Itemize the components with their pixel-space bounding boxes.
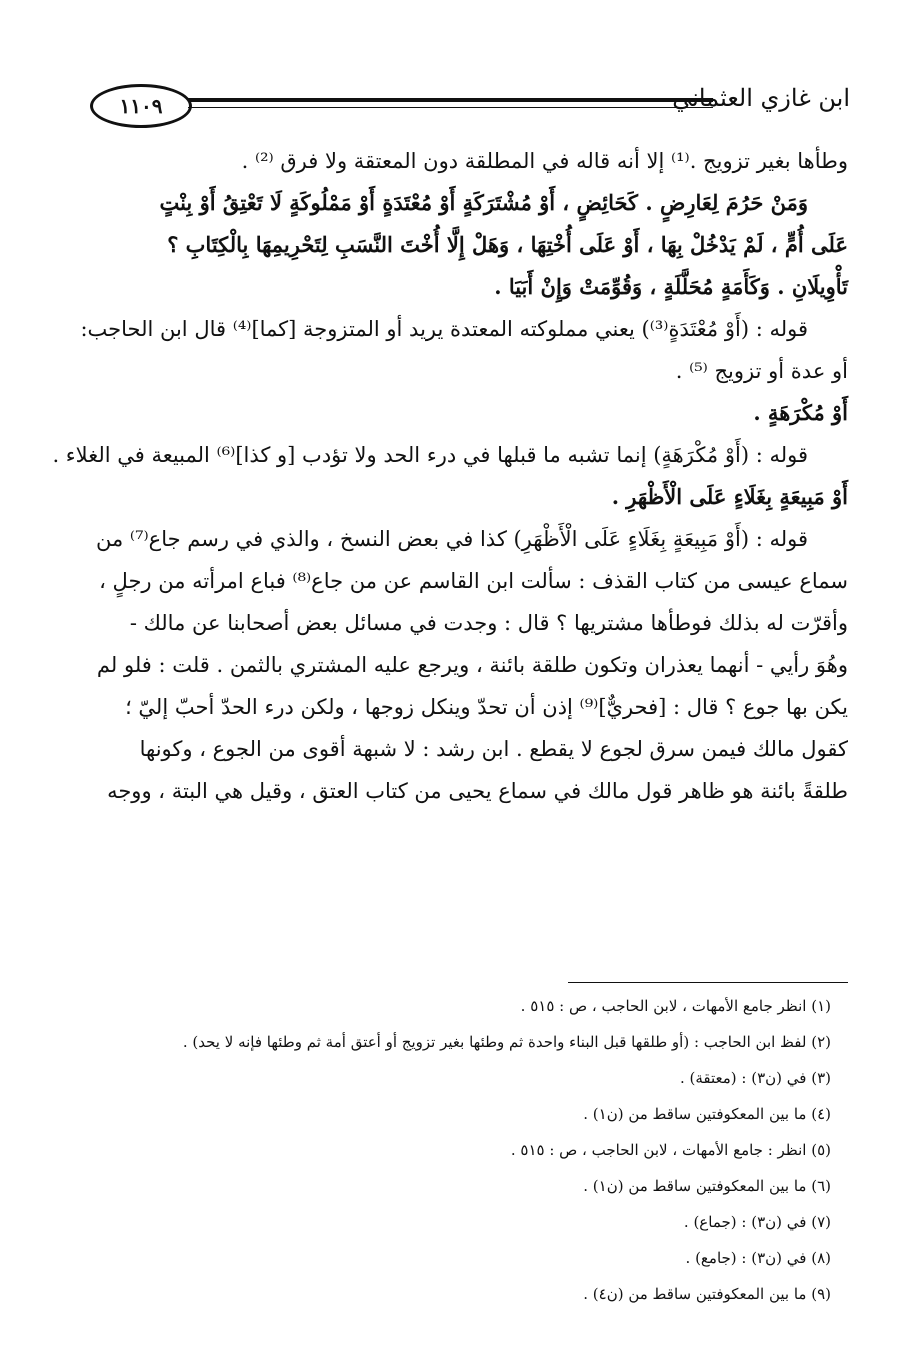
matn-line: عَلَى أُمٍّ ، لَمْ يَدْخُلْ بِهَا ، أَوْ عَلَى أُخْتِهَا ، وَهَلْ إِلَّا أُخْتَ النَّسَبِ لِتَحْرِيمِهَا بِالْكِتَابِ ؟ <box>167 232 848 257</box>
matn-line: أَوْ مَبِيعَةٍ بِغَلَاءٍ عَلَى الْأَظْهَرِ . <box>611 484 848 509</box>
running-title: ابن غازي العثماني <box>672 84 850 112</box>
text-line: وهُوَ رأيي - أنهما يعذران وتكون طلقة بائنة ، ويرجع عليه المشتري بالثمن . قلت : فلو لم <box>96 653 848 677</box>
matn-line: وَمَنْ حَرُمَ لِعَارِضٍ . كَحَائِضٍ ، أَوْ مُشْتَرَكَةٍ أَوْ مُعْتَدَةٍ أَوْ مَمْلُوكَةٍ لَا تَعْتِقُ أَوْ بِنْتٍ <box>159 190 808 215</box>
text-line: وأقرّت له بذلك فوطأها مشتريها ؟ قال : وجدت في مسائل بعض أصحابنا عن مالك - <box>129 611 848 635</box>
main-text <box>52 140 848 812</box>
footnote: (١) انظر جامع الأمهات ، لابن الحاجب ، ص : ٥١٥ . <box>520 997 831 1015</box>
matn-line: تَأْوِيلَانِ . وَكَأَمَةٍ مُحَلَّلَةٍ ، وَقُوِّمَتْ وَإِنْ أَبَيَا . <box>494 274 848 299</box>
text-line: يكن بها جوع ؟ قال : [فحريٌّ]⁽⁹⁾ إذن أن تحدّ وينكل زوجها ، ولكن درء الحدّ أحبّ إليّ ؛ <box>125 695 848 719</box>
page-header <box>80 78 850 138</box>
matn-line: أَوْ مُكْرَهَةٍ . <box>753 400 848 425</box>
footnote: (٩) ما بين المعكوفتين ساقط من (ن٤) . <box>583 1285 831 1303</box>
footnote: (٨) في (ن٣) : (جامع) . <box>685 1249 831 1267</box>
text-line: قوله : (أَوْ مَبِيعَةٍ بِغَلَاءٍ عَلَى الْأَظْهَرِ) كذا في بعض النسخ ، والذي في رسم جاع⁽⁷⁾ من <box>96 527 808 551</box>
footnote-separator <box>568 982 848 983</box>
text-line: سماع عيسى من كتاب القذف : سألت ابن القاسم عن من جاع⁽⁸⁾ فباع امرأته من رجلٍ ، <box>99 569 848 593</box>
text-line: وطأها بغير تزويج .⁽¹⁾ إلا أنه قاله في المطلقة دون المعتقة ولا فرق ⁽²⁾ . <box>241 149 848 173</box>
header-rule-thick <box>188 98 713 102</box>
footnote: (٦) ما بين المعكوفتين ساقط من (ن١) . <box>583 1177 831 1195</box>
text-line: قوله : (أَوْ مُكْرَهَةٍ) إنما تشبه ما قبلها في درء الحد ولا تؤدب [و كذا]⁽⁶⁾ المبيعة في الغلاء . <box>52 443 808 467</box>
footnotes <box>111 988 831 1312</box>
text-line: كقول مالك فيمن سرق لجوع لا يقطع . ابن رشد : لا شبهة أقوى من الجوع ، وكونها <box>139 737 848 761</box>
footnote: (٧) في (ن٣) : (جماع) . <box>683 1213 831 1231</box>
footnote: (٤) ما بين المعكوفتين ساقط من (ن١) . <box>583 1105 831 1123</box>
text-line: أو عدة أو تزويج ⁽⁵⁾ . <box>675 359 848 383</box>
footnote: (٣) في (ن٣) : (معتقة) . <box>679 1069 831 1087</box>
footnote: (٥) انظر : جامع الأمهات ، لابن الحاجب ، ص : ٥١٥ . <box>510 1141 831 1159</box>
text-line: قوله : (أَوْ مُعْتَدَةٍ⁽³⁾) يعني مملوكته المعتدة يريد أو المتزوجة [كما]⁽⁴⁾ قال ابن الحاجب: <box>80 317 808 341</box>
footnote: (٢) لفظ ابن الحاجب : (أو طلقها قبل البناء واحدة ثم وطئها بغير تزويج أو أعتق أمة ثم وطئها فإنه لا يحد) . <box>182 1033 831 1051</box>
header-rule-thin <box>188 107 713 108</box>
page-number: ١١٠٩ <box>90 84 192 128</box>
text-line: طلقةً بائنة هو ظاهر قول مالك في سماع يحيى من كتاب العتق ، وقيل هي البتة ، ووجه <box>107 779 848 803</box>
